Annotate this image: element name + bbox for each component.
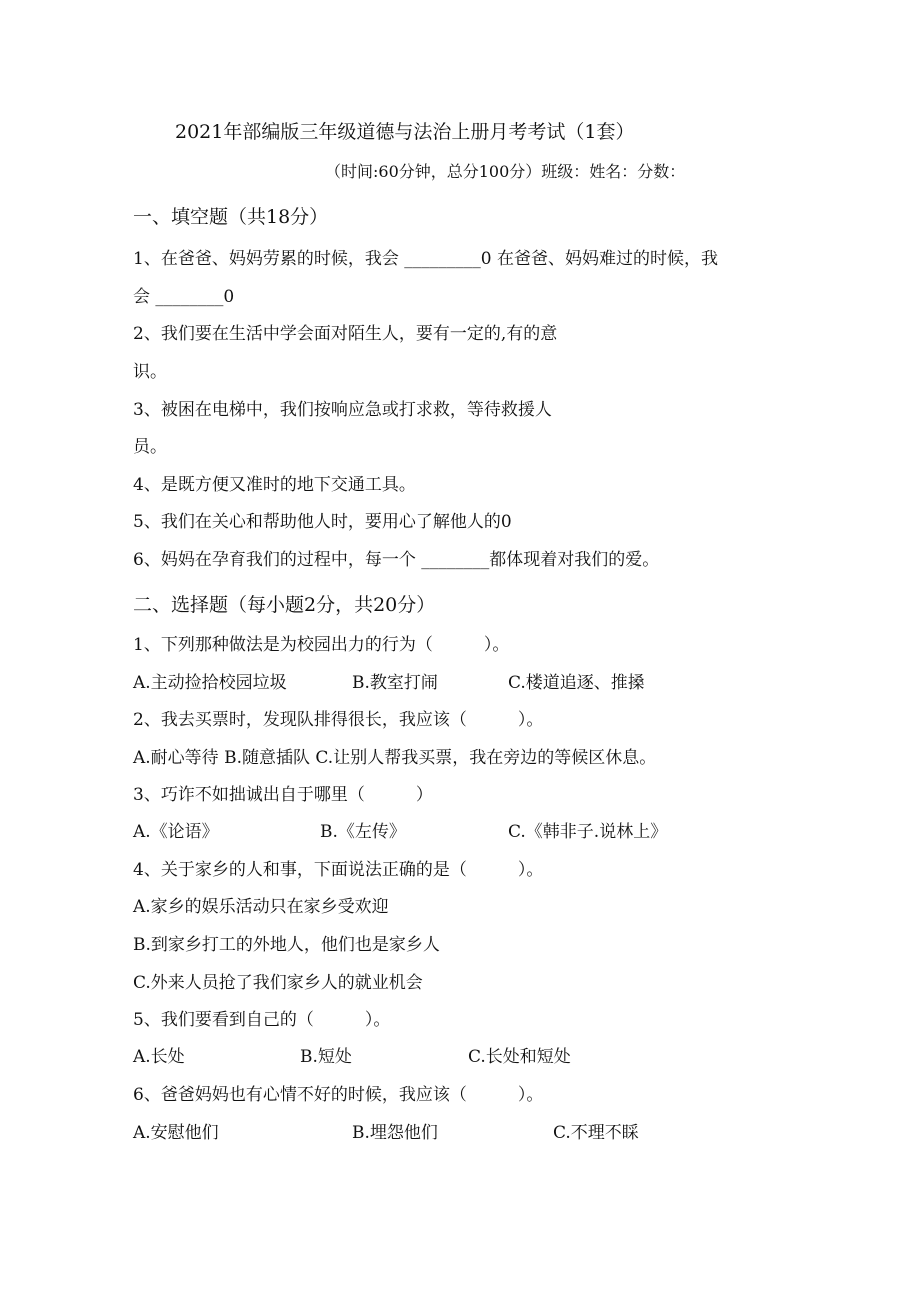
option-c: C.《韩非子.说林上》	[508, 822, 668, 842]
question-line: 1、在爸爸、妈妈劳累的时候，我会 _________0 在爸爸、妈妈难过的时候，我	[133, 249, 718, 269]
option-c: C.不理不睬	[553, 1123, 639, 1143]
option-a: A.长处	[133, 1047, 185, 1067]
document-title: 2021年部编版三年级道德与法治上册月考考试（1套）	[175, 121, 635, 143]
question-line: 识。	[133, 362, 167, 382]
option-c: C.楼道追逐、推搡	[508, 673, 645, 693]
question-line: 4、是既方便又准时的地下交通工具。	[133, 475, 416, 495]
question-line: 6、妈妈在孕育我们的过程中，每一个 ________都体现着对我们的爱。	[133, 550, 660, 570]
option-a: A.主动捡拾校园垃圾	[133, 673, 287, 693]
option-c: C.长处和短处	[468, 1047, 571, 1067]
section-heading: 二、选择题（每小题2分，共20分）	[133, 594, 436, 616]
question-line: 5、我们在关心和帮助他人时，要用心了解他人的0	[133, 512, 512, 532]
question-line: 2、我们要在生活中学会面对陌生人，要有一定的,有的意	[133, 324, 558, 344]
option-b: B.教室打闹	[352, 673, 438, 693]
option-b: B.短处	[300, 1047, 352, 1067]
option-b: B.到家乡打工的外地人，他们也是家乡人	[133, 935, 440, 955]
option-a: A.安慰他们	[133, 1123, 219, 1143]
exam-info: （时间:60分钟，总分100分）班级：姓名：分数：	[325, 162, 686, 181]
section-heading: 一、填空题（共18分）	[133, 206, 329, 228]
options-line: A.耐心等待 B.随意插队 C.让别人帮我买票，我在旁边的等候区休息。	[133, 748, 657, 768]
question-stem: 3、巧诈不如拙诚出自于哪里（ ）	[133, 785, 433, 805]
question-line: 员。	[133, 437, 167, 457]
option-b: B.《左传》	[320, 822, 406, 842]
question-line: 3、被困在电梯中，我们按响应急或打求救，等待救援人	[133, 400, 552, 420]
question-stem: 4、关于家乡的人和事，下面说法正确的是（ ）。	[133, 860, 544, 880]
option-b: B.埋怨他们	[352, 1123, 438, 1143]
question-line: 会 ________0	[133, 287, 235, 307]
option-a: A.家乡的娱乐活动只在家乡受欢迎	[133, 897, 389, 917]
option-a: A.《论语》	[133, 822, 219, 842]
question-stem: 6、爸爸妈妈也有心情不好的时候，我应该（ ）。	[133, 1085, 544, 1105]
option-c: C.外来人员抢了我们家乡人的就业机会	[133, 973, 423, 993]
question-stem: 1、下列那种做法是为校园出力的行为（ ）。	[133, 635, 510, 655]
question-stem: 2、我去买票时，发现队排得很长，我应该（ ）。	[133, 710, 544, 730]
question-stem: 5、我们要看到自己的（ ）。	[133, 1010, 391, 1030]
